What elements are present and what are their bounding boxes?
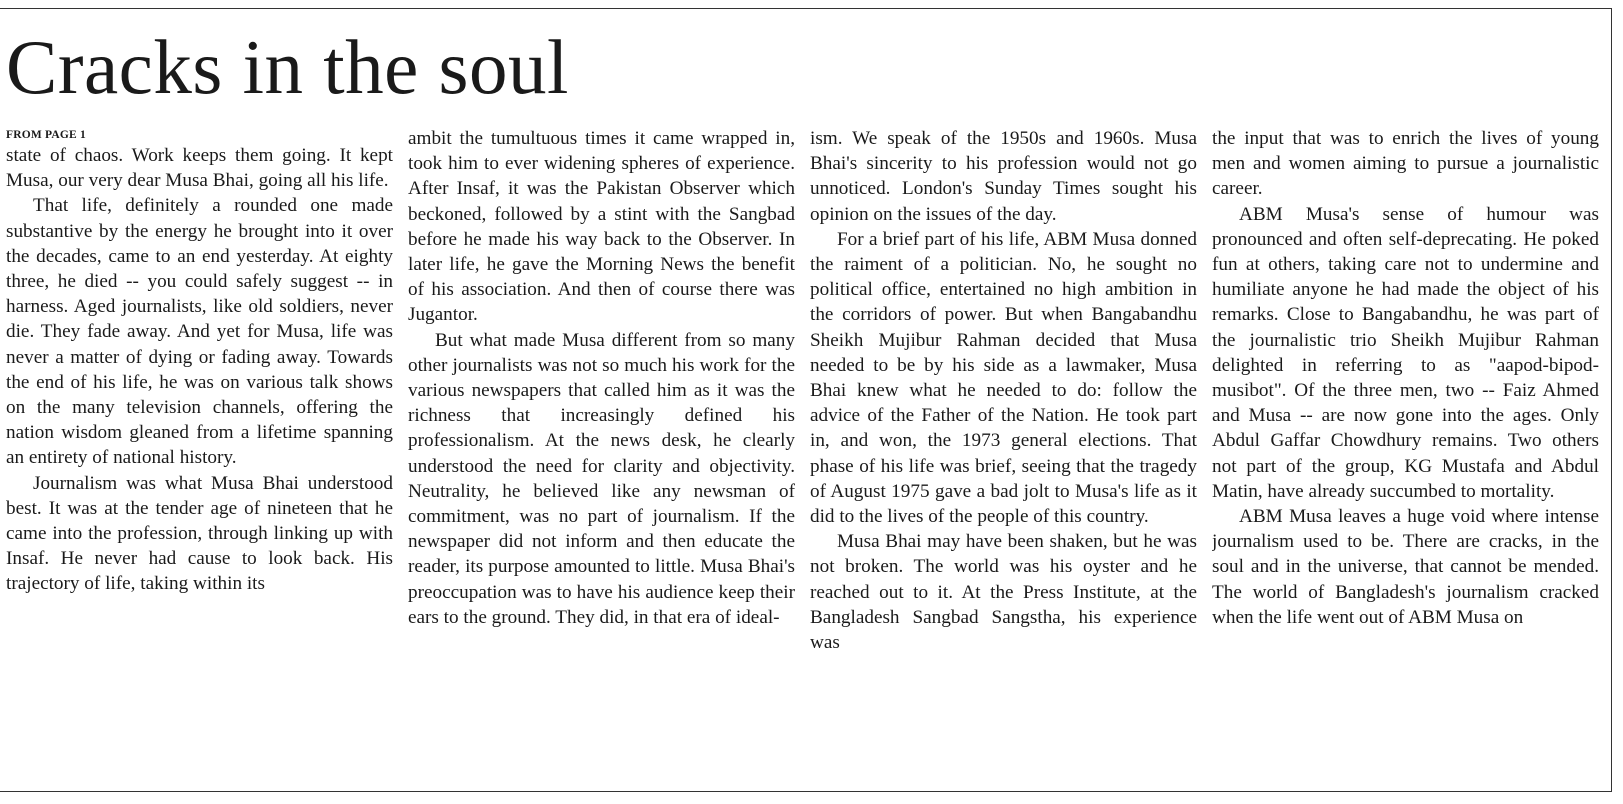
article-column-1 (6, 126, 393, 786)
paragraph: ABM Musa's sense of humour was pronounced and often self-deprecating. He poked fun at others, taking care not to undermine and humiliate anyone he had made the object of his remarks. Close to Bangabandhu, he was part of the journalistic trio Sheikh Mujibur Rahman delighted in referring to as "aapod-bipod-musibot". Of the three men, two -- Faiz Ahmed and Musa -- are now gone into the ages. Only Abdul Gaffar Chowdhury remains. Two others not part of the group, KG Mustafa and Abdul Matin, have already succumbed to mortality. (1212, 203, 1599, 502)
top-border-rule (0, 8, 1612, 9)
article-column-4 (1212, 126, 1599, 786)
paragraph: But what made Musa different from so many other journalists was not so much his work for the various newspapers that called him as it was the richness that increasingly defined his professionalism. At the news desk, he clearly understood the need for clarity and objectivity. Neutrality, he believed like any newsman of commitment, was no part of journalism. If the newspaper did not inform and then educate the reader, its purpose amounted to little. Musa Bhai's preoccupation was to have his audience keep their ears to the ground. They did, in that era of ideal- (408, 329, 795, 628)
paragraph: For a brief part of his life, ABM Musa donned the raiment of a politician. No, he sought no political office, entertained no high ambition in the corridors of power. But when Bangabandhu Sheikh Mujibur Rahman decided that Musa needed to be by his side as a lawmaker, Musa Bhai knew what he needed to do: follow the advice of the Father of the Nation. He took part in, and won, the 1973 general elections. That phase of his life was brief, seeing that the tragedy of August 1975 gave a bad jolt to Musa's life as it did to the lives of the people of this country. (810, 228, 1197, 528)
paragraph: state of chaos. Work keeps them going. It kept Musa, our very dear Musa Bhai, going all his life. (6, 145, 393, 192)
article-column-3 (810, 126, 1197, 786)
bottom-border-rule (0, 791, 1612, 792)
paragraph: ism. We speak of the 1950s and 1960s. Musa Bhai's sincerity to his profession would not go unnoticed. London's Sunday Times sought his opinion on the issues of the day. (810, 128, 1197, 225)
paragraph: ABM Musa leaves a huge void where intense journalism used to be. There are cracks, in the soul and in the universe, that cannot be mended. The world of Bangladesh's journalism cracked when the life went out of ABM Musa on (1212, 506, 1599, 628)
paragraph: the input that was to enrich the lives of young men and women aiming to pursue a journalistic career. (1212, 128, 1599, 200)
right-border-rule (1611, 8, 1612, 792)
jump-line: FROM PAGE 1 (6, 129, 86, 141)
article-column-2 (408, 126, 795, 786)
paragraph: Musa Bhai may have been shaken, but he was not broken. The world was his oyster and he reached out to it. At the Press Institute, at the Bangladesh Sangbad Sangstha, his experience was (810, 531, 1197, 654)
headline: Cracks in the soul (6, 24, 569, 110)
paragraph: ambit the tumultuous times it came wrapped in, took him to ever widening spheres of experience. After Insaf, it was the Pakistan Observer which beckoned, followed by a stint with the Sangbad before he made his way back to the Observer. In later life, he gave the Morning News the benefit of his association. And then of course there was Jugantor. (408, 128, 795, 326)
paragraph: Journalism was what Musa Bhai understood best. It was at the tender age of nineteen that he came into the profession, through linking up with Insaf. He never had cause to look back. His trajectory of life, taking within its (6, 472, 393, 595)
article-body (6, 126, 1598, 786)
paragraph: That life, definitely a rounded one made substantive by the energy he brought into it over the decades, came to an end yesterday. At eighty three, he died -- you could safely suggest -- in harness. Aged journalists, like old soldiers, never die. They fade away. And yet for Musa, life was never a matter of dying or fading away. Towards the end of his life, he was on various talk shows on the many television channels, offering the nation wisdom gleaned from a lifetime spanning an entirety of national history. (6, 195, 393, 469)
